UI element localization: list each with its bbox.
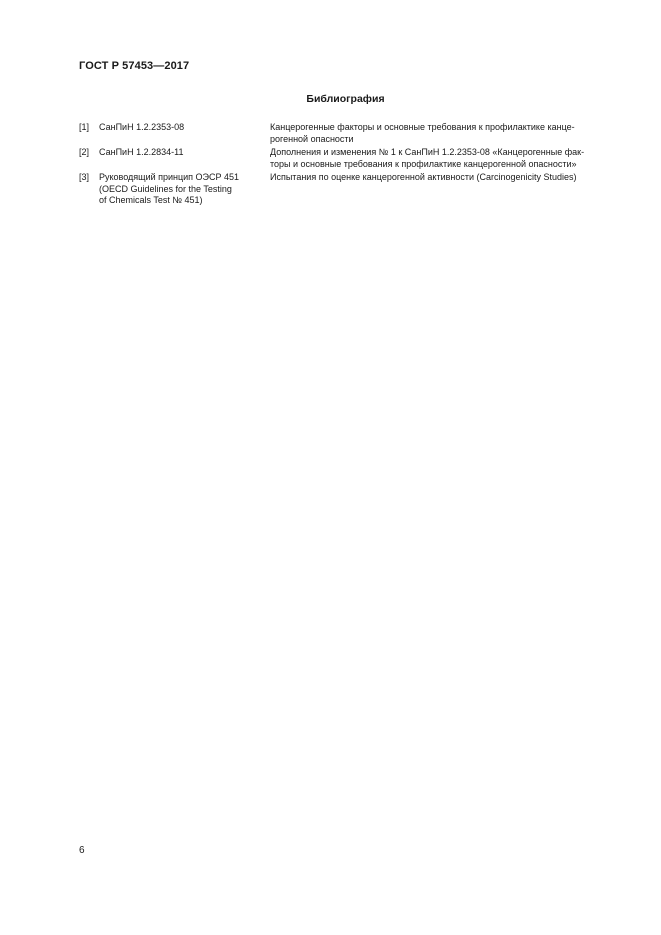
entry-number: [3]	[79, 172, 90, 182]
bibliography-entry	[79, 172, 619, 207]
bibliography-list	[79, 122, 619, 209]
bibliography-title: Библиография	[306, 93, 385, 105]
entry-number: [1]	[79, 122, 90, 132]
entry-document: СанПиН 1.2.2834-11	[99, 147, 184, 157]
entry-document: Руководящий принцип ОЭСР 451 (OECD Guidelines for the Testing of Chemicals Test № 451)	[99, 172, 240, 205]
entry-document: СанПиН 1.2.2353-08	[99, 122, 185, 132]
entry-description: Дополнения и изменения № 1 к СанПиН 1.2.2353-08 «Канцерогенные фак- торы и основные требования к профилактике канцерогенной опасности»	[270, 147, 585, 169]
entry-number: [2]	[79, 147, 90, 157]
entry-description: Испытания по оценке канцерогенной активности (Carcinogenicity Studies)	[270, 172, 577, 182]
entry-description: Канцерогенные факторы и основные требования к профилактике канце- рогенной опасности	[270, 122, 575, 144]
bibliography-entry	[79, 122, 619, 145]
page-number: 6	[79, 845, 85, 856]
bibliography-entry	[79, 147, 619, 170]
standard-header: ГОСТ Р 57453—2017	[79, 60, 190, 72]
